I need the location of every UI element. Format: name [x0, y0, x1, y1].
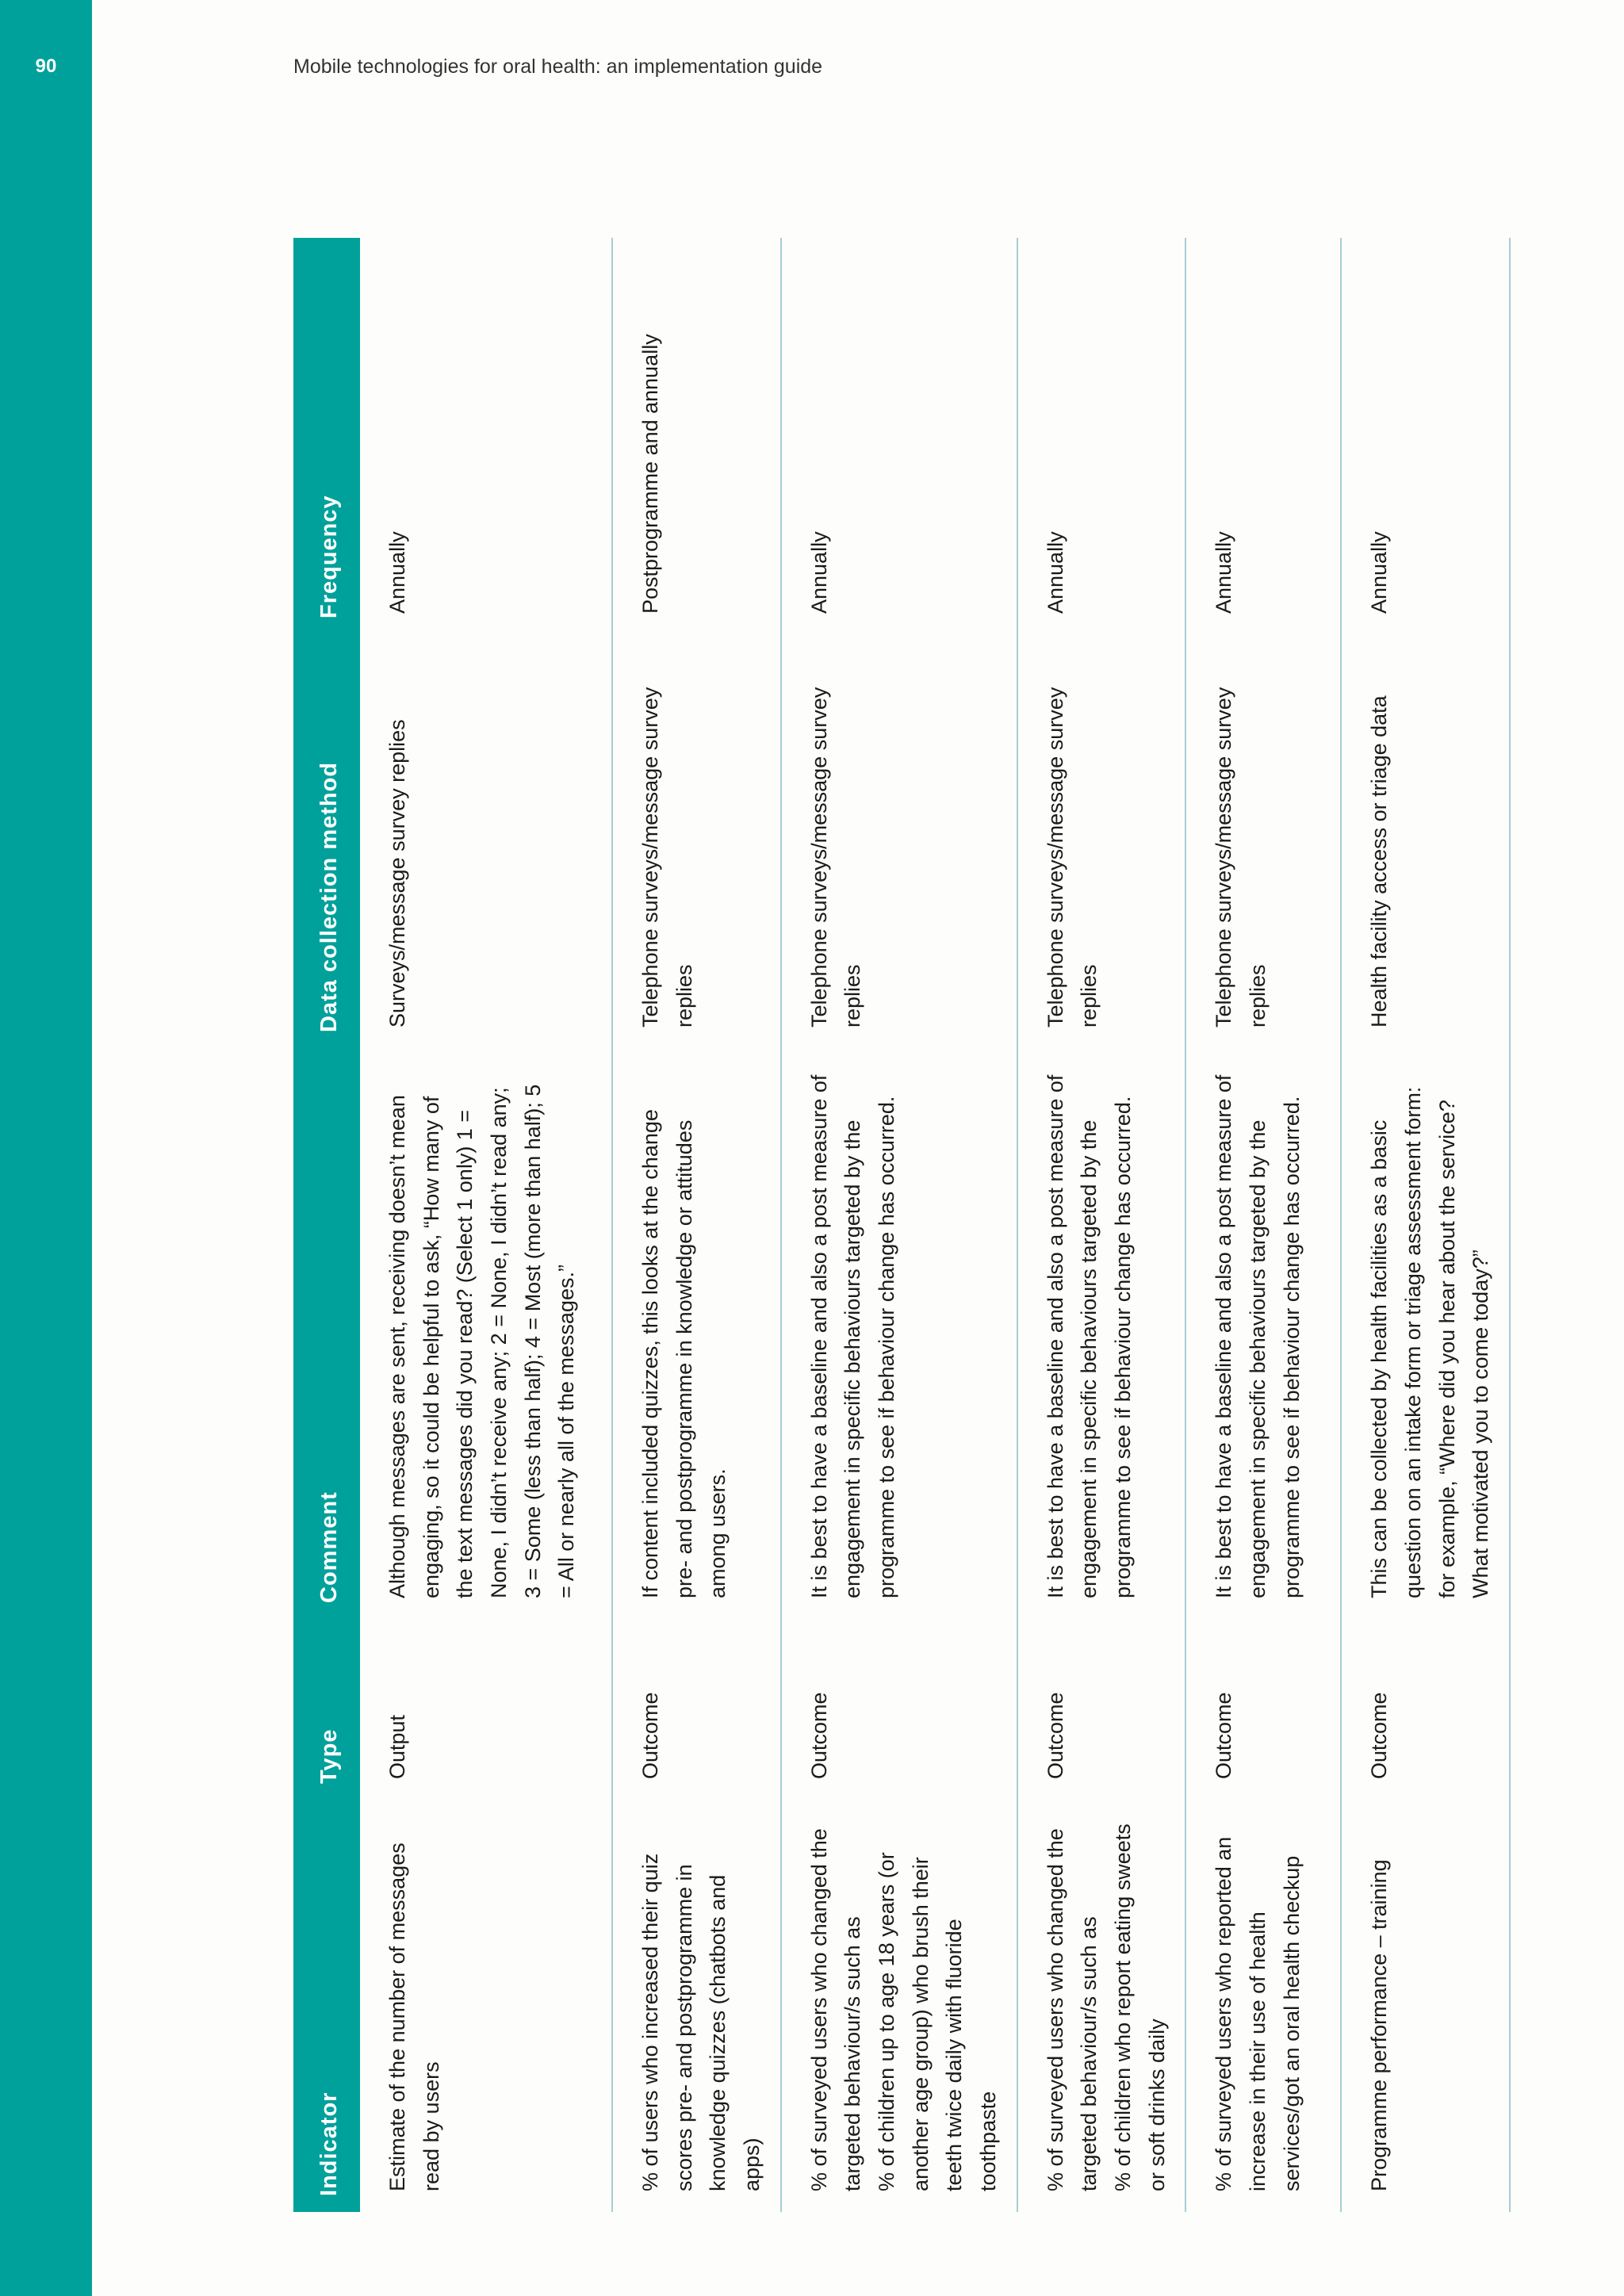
header-type: Type	[293, 1619, 360, 1800]
cell-indicator: % of surveyed users who changed the targeted behaviour/s such as % of children who report eating sweets or soft drinks daily	[1017, 1800, 1186, 2212]
cell-indicator: Estimate of the number of messages read by users	[360, 1800, 612, 2212]
header-data-collection-method: Data collection method	[293, 634, 360, 1048]
indicator-table-rotated	[293, 238, 1493, 2212]
header-comment: Comment	[293, 1048, 360, 1619]
table-row	[1017, 238, 1186, 2212]
cell-comment: It is best to have a baseline and also a post measure of engagement in specific behaviours targeted by the programme to see if behaviour change has occurred.	[1017, 1048, 1186, 1619]
side-color-band	[0, 0, 92, 2296]
indicator-table	[293, 238, 1511, 2212]
cell-frequency: Annually	[781, 238, 1017, 634]
cell-indicator: % of surveyed users who changed the targeted behaviour/s such as % of children up to age 18 years (or another age group) who brush their teeth twice daily with fluoride toothpaste	[781, 1800, 1017, 2212]
cell-indicator: % of users who increased their quiz scores pre- and postprogramme in knowledge quizzes (chatbots and apps)	[612, 1800, 781, 2212]
cell-comment: This can be collected by health facilities as a basic question on an intake form or triage assessment form: for example, “Where did you hear about the service? What motivated you to come today?”	[1341, 1048, 1510, 1619]
cell-frequency: Annually	[1341, 238, 1510, 634]
cell-method: Telephone surveys/message survey replies	[781, 634, 1017, 1048]
cell-comment: It is best to have a baseline and also a post measure of engagement in specific behaviours targeted by the programme to see if behaviour change has occurred.	[1185, 1048, 1341, 1619]
cell-frequency: Postprogramme and annually	[612, 238, 781, 634]
table-row	[360, 238, 612, 2212]
table-header-row	[293, 238, 360, 2212]
cell-type: Outcome	[1341, 1619, 1510, 1800]
cell-indicator: Programme performance – training	[1341, 1800, 1510, 2212]
table-row	[1185, 238, 1341, 2212]
cell-method: Telephone surveys/message survey replies	[1185, 634, 1341, 1048]
header-indicator: Indicator	[293, 1800, 360, 2212]
cell-comment: It is best to have a baseline and also a post measure of engagement in specific behaviours targeted by the programme to see if behaviour change has occurred.	[781, 1048, 1017, 1619]
cell-type: Outcome	[781, 1619, 1017, 1800]
table-row	[612, 238, 781, 2212]
cell-comment: Although messages are sent, receiving doesn’t mean engaging, so it could be helpful to ask, “How many of the text messages did you read? (Select 1 only) 1 = None, I didn’t receive any; 2 = None, I didn’t read any; 3 = Some (less than half); 4 = Most (more than half); 5 = All or nearly all of the messages.”	[360, 1048, 612, 1619]
cell-method: Health facility access or triage data	[1341, 634, 1510, 1048]
cell-comment: If content included quizzes, this looks at the change pre- and postprogramme in knowledge or attitudes among users.	[612, 1048, 781, 1619]
cell-indicator: % of surveyed users who reported an increase in their use of health services/got an oral health checkup	[1185, 1800, 1341, 2212]
cell-frequency: Annually	[1017, 238, 1186, 634]
cell-type: Outcome	[1185, 1619, 1341, 1800]
header-frequency: Frequency	[293, 238, 360, 634]
table-row	[1341, 238, 1510, 2212]
cell-type: Output	[360, 1619, 612, 1800]
page-number: 90	[35, 55, 57, 77]
cell-type: Outcome	[1017, 1619, 1186, 1800]
cell-method: Telephone surveys/message survey replies	[612, 634, 781, 1048]
cell-method: Surveys/message survey replies	[360, 634, 612, 1048]
cell-type: Outcome	[612, 1619, 781, 1800]
cell-frequency: Annually	[360, 238, 612, 634]
running-title: Mobile technologies for oral health: an implementation guide	[293, 55, 823, 78]
cell-frequency: Annually	[1185, 238, 1341, 634]
cell-method: Telephone surveys/message survey replies	[1017, 634, 1186, 1048]
table-row	[781, 238, 1017, 2212]
